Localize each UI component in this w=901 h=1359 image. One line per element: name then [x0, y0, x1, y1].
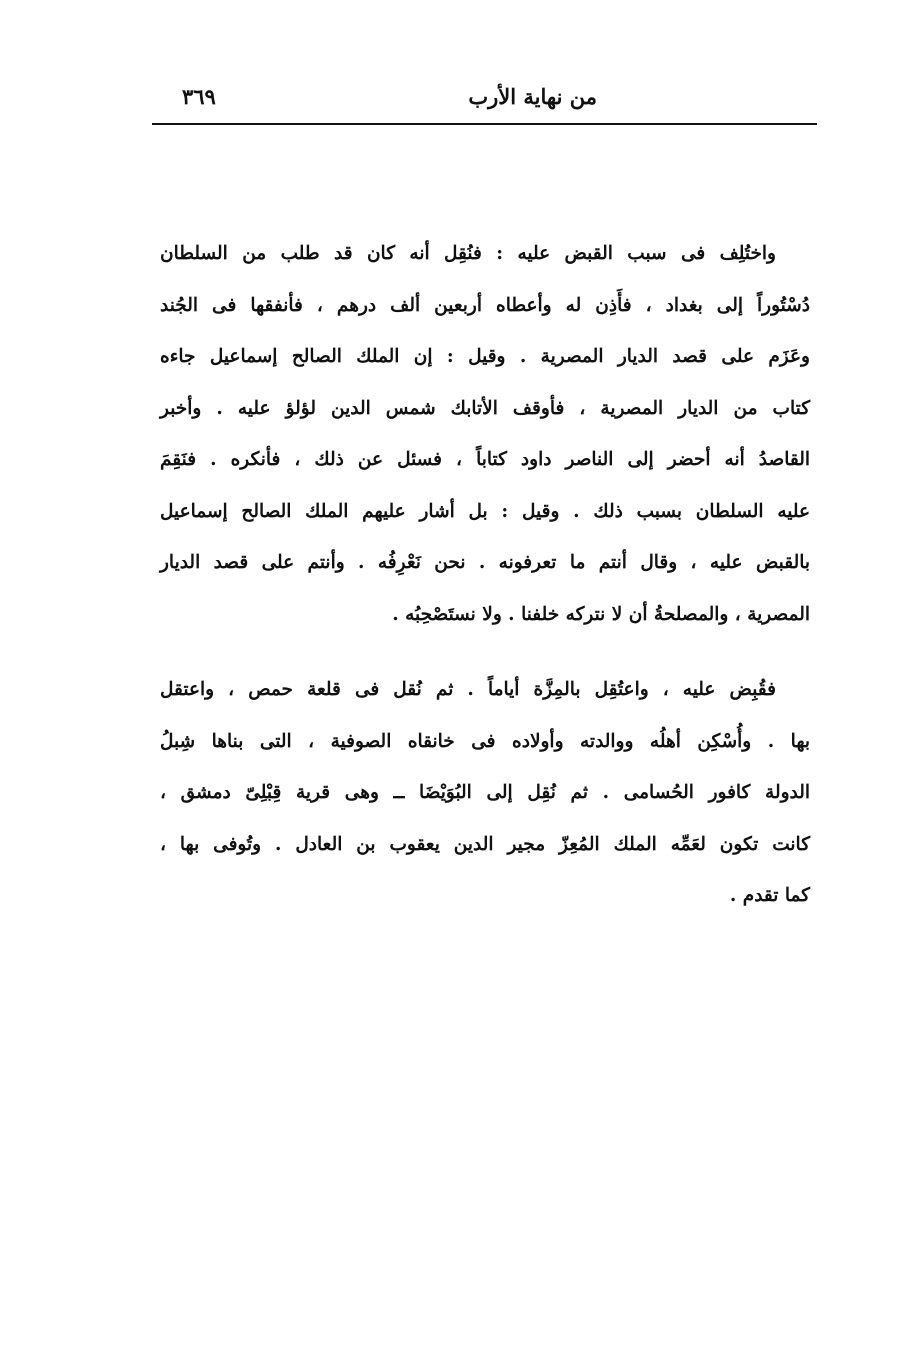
header-title: من نهاية الأرب	[468, 84, 597, 109]
text-line: واختُلِف فى سبب القبض عليه : فنُقِل أنه كان قد طلب من السلطان	[160, 243, 776, 264]
header-rule	[152, 123, 817, 125]
text-line: عليه السلطان بسبب ذلك . وقيل : بل أشار عليهم الملك الصالح إسماعيل	[160, 500, 810, 522]
text-line: كتاب من الديار المصرية ، فأوقف الأتابك شمس الدين لؤلؤ عليه . وأخبر	[160, 397, 810, 419]
text-line: دُسْتُوراً إلى بغداد ، فأَذِن له وأعطاه أربعين ألف درهم ، فأنفقها فى الجُند	[160, 294, 810, 316]
body-text	[160, 228, 810, 922]
text-line: وعَزَم على قصد الديار المصرية . وقيل : إن الملك الصالح إسماعيل جاءه	[160, 346, 810, 367]
text-line: بالقبض عليه ، وقال أنتم ما تعرفونه . نحن نَعْرِفُه . وأنتم على قصد الديار	[160, 552, 810, 573]
text-line: القاصدُ أنه أحضر إلى الناصر داود كتاباً ، فسئل عن ذلك ، فأنكره . فنَقِمَ	[160, 449, 810, 470]
paragraph	[160, 664, 810, 922]
text-line: الدولة كافور الحُسامى . ثم نُقِل إلى البُوَيْضَا ــ وهى قرية قِبْلِىّ دمشق ،	[160, 782, 810, 803]
text-line: كما تقدم .	[729, 885, 810, 906]
running-header	[152, 78, 817, 122]
text-line: فقُبِض عليه ، واعتُقِل بالمِزَّة أياماً . ثم نُقل فى قلعة حمص ، واعتقل	[160, 679, 776, 700]
text-line: المصرية ، والمصلحةُ أن لا نتركه خلفنا . ولا نستَصْحِبُه .	[392, 603, 810, 625]
text-line: كانت تكون لعَمِّه الملك المُعِزّ مجير الدين يعقوب بن العادل . وتُوفى بها ،	[160, 833, 810, 855]
paragraph	[160, 228, 810, 640]
text-line: بها . وأُسْكِن أهلُه ووالدته وأولاده فى خانقاه الصوفية ، التى بناها شِبلُ	[160, 730, 810, 752]
page-number: ٣٦٩	[182, 84, 216, 109]
